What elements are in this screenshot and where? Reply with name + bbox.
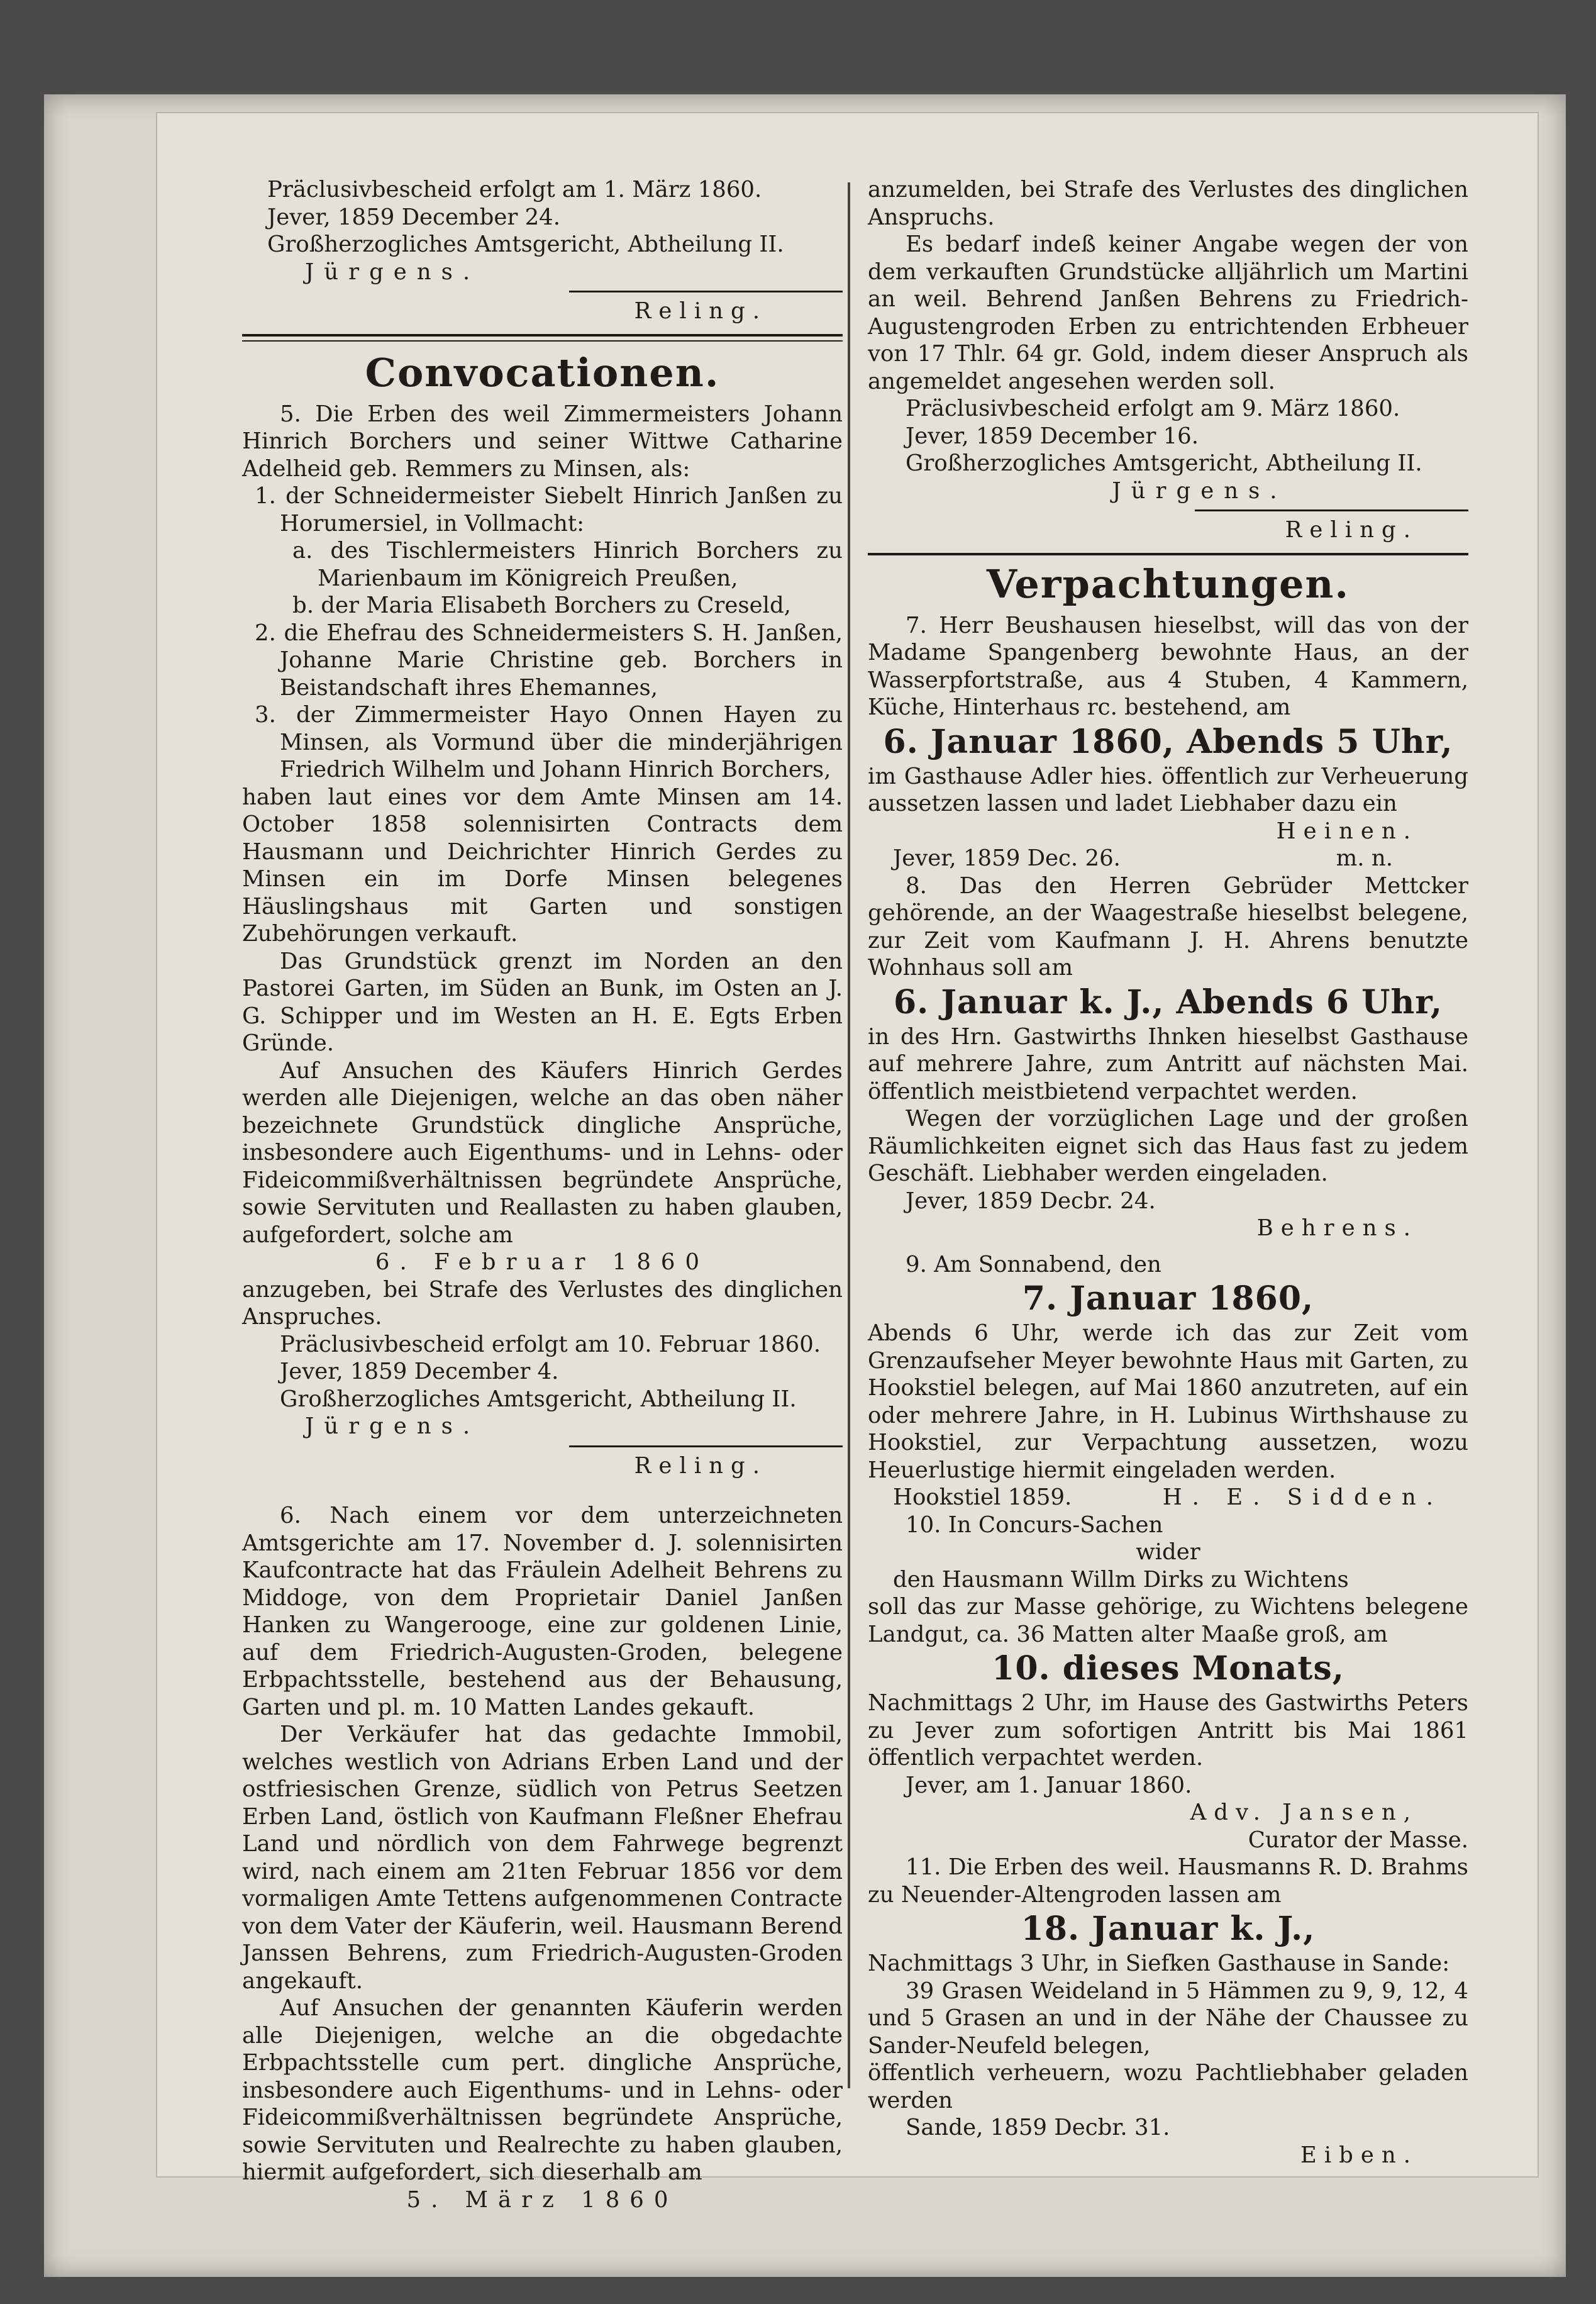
text-line: Präclusivbescheid erfolgt am 9. März 1860. [906,396,1400,421]
text-line: den Hausmann Willm Dirks zu Wichtens [893,1566,1349,1593]
paragraph: in des Hrn. Gastwirths Ihnken hieselbst Gasthause auf mehrere Jahre, zum Antritt auf nächsten Mai. öffentlich meistbietend verpachtet werden. [868,1023,1468,1105]
short-rule [569,291,843,292]
date-line: Sande, 1859 Decbr. 31. [906,2115,1170,2140]
list-item: b. der Maria Elisabeth Borchers zu Creseld, [292,593,791,618]
date-line: 5. März 1860 [406,2186,679,2213]
signature: Adv. Jansen, [1190,1800,1418,1825]
date-headline: 6. Januar k. J., Abends 6 Uhr, [893,982,1443,1021]
paragraph: Auf Ansuchen der genannten Käuferin werden alle Diejenigen, welche an die obgedachte Erbpachtsstelle cum pert. dingliche Ansprüche, insbesondere auch Eigenthums- und in Lehns- oder Fideicommißverhältnissen begründete Ansprüche, sowie Servituten und Realrechte zu haben glauben, hiermit aufgefordert, sich dieserhalb am [242,1995,843,2185]
text-line: Jever, 1859 December 16. [906,423,1199,449]
text-line: Jever, 1859 December 24. [267,204,561,230]
left-column [242,176,843,2213]
paragraph: anzugeben, bei Strafe des Verlustes des dinglichen Anspruches. [242,1276,843,1330]
dateline-row [868,1484,1468,1511]
list-item: 2. die Ehefrau des Schneidermeisters S. H. Janßen, Johanne Marie Christine geb. Borchers in Beistandschaft ihres Ehemannes, [255,620,843,701]
paragraph: anzumelden, bei Strafe des Verlustes des dinglichen Anspruchs. [868,177,1468,230]
section-rule [868,553,1468,555]
paragraph: 8. Das den Herren Gebrüder Mettcker gehörende, an der Waagestraße hieselbst belegene, zur Zeit vom Kaufmann J. H. Ahrens benutzte Wohnhaus soll am [868,872,1468,981]
spacer [242,1479,843,1502]
signature: Reling. [1285,517,1418,543]
signature: Jürgens. [1112,477,1287,504]
text-line: Curator der Masse. [1248,1827,1468,1853]
signature: Jürgens. [305,1413,480,1439]
short-rule [1195,509,1468,511]
text-line: Großherzogliches Amtsgericht, Abtheilung II. [280,1386,797,1412]
paragraph: 11. Die Erben des weil. Hausmanns R. D. Brahms zu Neuender-Altengroden lassen am [868,1854,1468,1908]
signature: Reling. [634,1452,767,1479]
right-column [868,176,1468,2169]
section-heading: Convocationen. [365,349,720,396]
section-rule [242,334,843,337]
paragraph: 7. Herr Beushausen hieselbst, will das von der Madame Spangenberg bewohnte Haus, an der Wasserpfortstraße, aus 4 Stuben, 4 Kammern, Küche, Hinterhaus rc. bestehend, am [868,612,1468,720]
date-line: Jever, 1859 Decbr. 24. [906,1188,1156,1214]
date-headline: 18. Januar k. J., [1021,1910,1316,1948]
text-line: Präclusivbescheid erfolgt am 10. Februar 1860. [280,1331,821,1357]
paragraph: im Gasthause Adler hies. öffentlich zur Verheuerung aussetzen lassen und ladet Liebhaber dazu ein [868,763,1468,816]
paragraph: Der Verkäufer hat das gedachte Immobil, welches westlich von Adrians Erben Land und der ostfriesischen Grenze, südlich von Petrus Seetzen Erben Land, östlich von Kaufmann Fleßner Ehefrau Land und nördlich von dem Fahrwege begrenzt wird, nach einem am 21ten Februar 1856 vor dem vormaligen Amte Tettens aufgenommenen Contracte von dem Vater der Käuferin, weil. Hausmann Berend Janssen Behrens, zum Friedrich-Augusten-Groden angekauft. [242,1722,843,1994]
paragraph: Nachmittags 2 Uhr, im Hause des Gastwirths Peters zu Jever zum sofortigen Antritt bis Mai 1861 öffentlich verpachtet werden. [868,1690,1468,1771]
dateline-row [868,845,1468,872]
paragraph: Das Grundstück grenzt im Norden an den Pastorei Garten, im Süden an Bunk, im Osten an J. G. Schipper und im Westen an H. E. Egts Erben Gründe. [242,948,843,1056]
signature: H. E. Sidden. [1162,1484,1443,1510]
paragraph: Abends 6 Uhr, werde ich das zur Zeit vom Grenzaufseher Meyer bewohnte Haus mit Garten, zu Hookstiel belegen, auf Mai 1860 anzutreten, auf ein oder mehrere Jahre, in H. Lubinus Wirthshause zu Hookstiel, zur Verpachtung aussetzen, wozu Heuerlustige hiermit eingeladen werden. [868,1320,1468,1483]
paragraph: 39 Grasen Weideland in 5 Hämmen zu 9, 9, 12, 4 und 5 Grasen an und in der Nähe der Chaussee zu Sander-Neufeld belegen, [868,1978,1468,2059]
text-line: Präclusivbescheid erfolgt am 1. März 1860. [267,177,762,203]
list-item: 3. der Zimmermeister Hayo Onnen Hayen zu Minsen, als Vormund über die minderjährigen Friedrich Wilhelm und Johann Hinrich Borchers, [255,702,843,782]
date-line: Hookstiel 1859. [893,1484,1072,1510]
list-item: a. des Tischlermeisters Hinrich Borchers zu Marienbaum im Königreich Preußen, [292,538,843,591]
newspaper-page [157,113,1538,2213]
date-headline: 10. dieses Monats, [992,1649,1344,1688]
spacer [868,1242,1468,1251]
column-divider [848,182,850,2088]
signature: m. n. [1336,845,1393,871]
signature: Eiben. [1300,2142,1418,2168]
list-item: 1. der Schneidermeister Siebelt Hinrich Janßen zu Horumersiel, in Vollmacht: [255,483,843,537]
date-line: Jever, am 1. Januar 1860. [906,1772,1192,1798]
date-headline: 7. Januar 1860, [1022,1279,1314,1318]
paragraph: soll das zur Masse gehörige, zu Wichtens belegene Landgut, ca. 36 Matten alter Maaße groß, am [868,1594,1468,1647]
paragraph: öffentlich verheuern, wozu Pachtliebhaber geladen werden [868,2060,1468,2113]
date-headline: 6. Januar 1860, Abends 5 Uhr, [883,722,1453,761]
signature: Behrens. [1256,1215,1418,1241]
text-line: Großherzogliches Amtsgericht, Abtheilung II. [906,450,1422,476]
paragraph: Es bedarf indeß keiner Angabe wegen der von dem verkauften Grundstücke alljährlich um Martini an weil. Behrend Janßen Behrens zu Friedrich-Augustengroden Erben zu entrichtenden Erbheuer von 17 Thlr. 64 gr. Gold, indem dieser Anspruch als angemeldet angesehen werden soll. [868,231,1468,394]
signature: Reling. [634,298,767,324]
paragraph: 5. Die Erben des weil Zimmermeisters Johann Hinrich Borchers und seiner Wittwe Catharine Adelheid geb. Remmers zu Minsen, als: [242,401,843,482]
date-line: 6. Februar 1860 [375,1249,710,1275]
text-line: wider [1136,1539,1200,1565]
date-line: Jever, 1859 Dec. 26. [893,845,1121,871]
text-line: 10. In Concurs-Sachen [906,1511,1163,1538]
text-line: Nachmittags 3 Uhr, in Siefken Gasthause in Sande: [868,1951,1450,1976]
signature: Heinen. [1276,818,1418,844]
section-rule [242,340,843,342]
text-line: 9. Am Sonnabend, den [906,1251,1161,1277]
signature: Jürgens. [305,259,480,285]
short-rule [569,1445,843,1447]
text-line: Großherzogliches Amtsgericht, Abtheilung II. [267,231,784,257]
section-heading: Verpachtungen. [986,560,1350,607]
paragraph: Auf Ansuchen des Käufers Hinrich Gerdes werden alle Diejenigen, welche an das oben näher bezeichnete Grundstück dingliche Ansprüche, insbesondere auch Eigenthums- und in Lehns- oder Fideicommißverhältnissen begründete Ansprüche, sowie Servituten und Reallasten zu haben glauben, aufgefordert, solche am [242,1057,843,1248]
paragraph: haben laut eines vor dem Amte Minsen am 14. October 1858 solennisirten Contracts dem Hausmann und Deichrichter Hinrich Gerdes zu Minsen ein im Dorfe Minsen belegenes Häuslingshaus mit Garten und sonstigen Zubehörungen verkauft. [242,784,843,947]
paragraph: Wegen der vorzüglichen Lage und der großen Räumlichkeiten eignet sich das Haus fast zu jedem Geschäft. Liebhaber werden eingeladen. [868,1106,1468,1186]
text-line: Jever, 1859 December 4. [280,1359,559,1384]
paragraph: 6. Nach einem vor dem unterzeichneten Amtsgerichte am 17. November d. J. solennisirten Kaufcontracte hat das Fräulein Adelheit Behrens zu Middoge, von dem Proprietair Daniel Janßen Hanken zu Wangerooge, eine zur goldenen Linie, auf dem Friedrich-Augusten-Groden, belegene Erbpachtsstelle, bestehend aus der Behausung, Garten und pl. m. 10 Matten Landes gekauft. [242,1503,843,1720]
